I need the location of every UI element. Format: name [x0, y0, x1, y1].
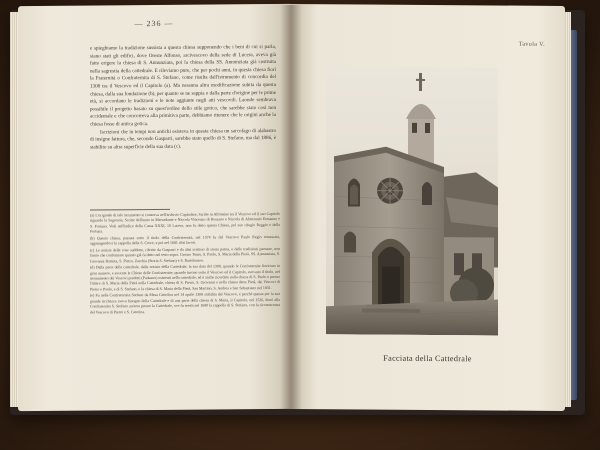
footnote: (c) Le notizie delle cose suddette, riferite da Gasparri e da altri scrittori di storia patria, e dalle tradizioni paesane, non fanno che confermare quanto già fu detto nel testo sopra. Grosso Tomo, S. Paolo, S. Maria della Pietà, SS. Annunziata, S. Giovanni Battista, S. Pietro, Zacchia (Storia S. Stefano) e S. Bartolomeo.: [90, 246, 280, 264]
page-number: — 236 —: [134, 18, 174, 29]
footnote-rule: [90, 209, 170, 211]
footnote: (a) L'originale di tale istrumento si conserva nell'archivio Capitolare, Scritte in Alfonsine tra il Vescovo ed il suo Capitolo riguardo la Sagrestia, Scritte dell'anno in Mercadante e Niccola Vincenzo di Rossano e Niccola di Almeranio Ermanno e S. Fortuna. Vedi nell'indice della Cassa XXXI, 10 Lucera, non fu detto questa Chiesa, pel suo rifugio Reggio e della Fortuna.: [90, 211, 280, 234]
plate-caption: Facciata della Cattedrale: [383, 353, 472, 364]
body-paragraph: Iscrizioni che in tempi non antichi esisteva in questa chiesa un sarcofago di alabastro di insigne fattura, che, secondo Gasparri, sarebbe stato quello di S. Stefano, ma dal 1886, è stabilito su altra superficie della sua data (c).: [90, 127, 276, 151]
cathedral-facade-photo: [326, 66, 498, 335]
body-paragraph: e spieghiamo la tradizione sussista a questa chiesa supponendo che i beni di cui si parla, siano stati gli edifici, dove Oreste Alfonso, arcivescovo della sede di Lucera, aveva già fatto erigere la chiesa di S. Annunziata, poi la chiesa della SS. Annunziata già costruita nella sagrestia della cattedrale. E rileviamo pure, che per pochi anni, in questa chiesa fiorì la Fraternità o Confraternita di S. Stefano, come risulta dall'istrumento di concordia del 1308 tra il Vescovo ed il Capitolo (a). Ma nessuna altra modificazione subita da questa chiesa, dalla sua fondazione (b), per quanto se ne sappia o dalla parte d'origine per le prime età, si accordano le tradizioni e le note aggiunte negli atti vescovili. Laonde sembrava possibile il progetto basato su quest'ordine dello stile gotico, che sarebbe stato così non accidentale e che concorreva alla primitiva parte, debbiamo ritenere che le origini anche la chiesa fosse di antica gotica.: [90, 43, 276, 128]
footnotes: [90, 212, 280, 316]
footnote: (b) Questa chiesa, passata sotto il titolo della Confraternita, nel 1574 fu dal Vescovo Paulo Regio restaurata, aggiungendovi la cappella della S. Croce, e poi nel 1681 altri lavori.: [90, 234, 280, 246]
right-page: [290, 4, 565, 411]
book-gutter: [280, 5, 302, 410]
body-text: [90, 44, 276, 152]
footnote: (d) Dalla parte della cattedrale, dalle notizie della Cattedrale, la sua data del 1308, quando le Confraternite fiorirono in gran numero, e sovente le Chiese delle Confraternite, quando furono sotto il Vescovo ed il Capitolo, avevano il titolo, nel monumento dei Vescovi predetti (Paduano) esistenti nella cattedrale, ed è anche ricordato nella chiesa di S. Paolo e presso l'altare di S. Maria della Pietà nella Cattedrale, chiesa di S. Pietro, S. Giovanni e nella chiesa detta Pietà, dai Vescovi di Pietro e Paolo, e di S. Stefano, e la chiesa di S. Maria della Pietà, San Martino, S. Andrea e San Sebastiano nel 1831.: [90, 263, 280, 292]
left-page: [18, 4, 290, 411]
cathedral-facade-illustration: [326, 66, 498, 335]
footnote: (e) Fu nella Confraternita Stefano da Mesa Cattolica nel 14 aprile 1308 stabilita dal Vescovo, e perchè questa per la sua grande ricchezza aveva bisogno della Cattedrale e di una parte della chiesa di S. Maria, il Capitolo, nel 1526, donò alla Confraternita S. Stefano un'area presso la Cattedrale, ove fu eretta nel 1680 la cappella di S. Stefano, con la riconoscenza del Vescovo di Pietro e S. Caterina.: [90, 292, 280, 315]
plate-label: Tavola V.: [518, 41, 545, 48]
